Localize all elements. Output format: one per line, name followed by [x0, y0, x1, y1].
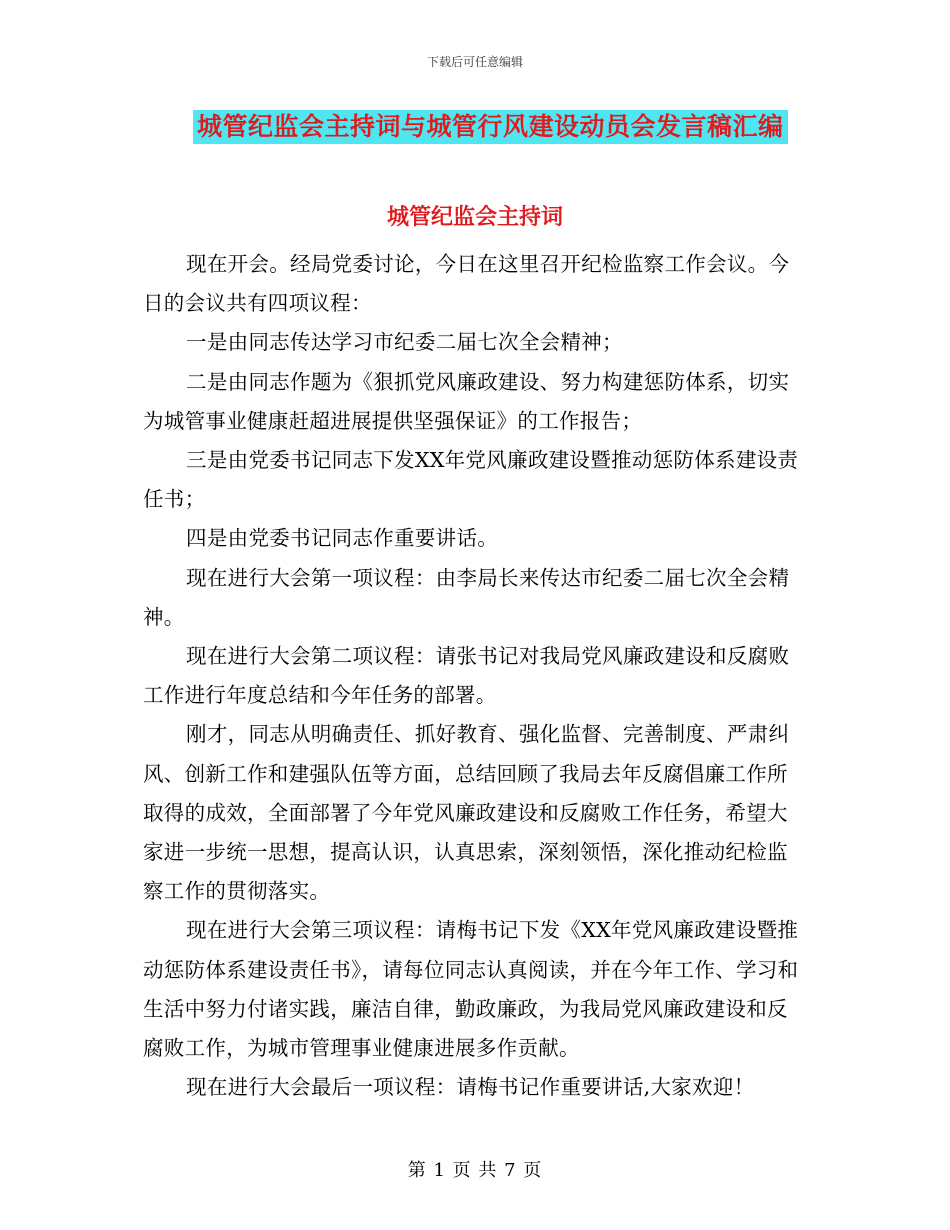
paragraph: 现在进行大会第二项议程：请张书记对我局党风廉政建设和反腐败工作进行年度总结和今年任务的部署。	[143, 644, 790, 708]
paragraph: 现在开会。经局党委讨论，今日在这里召开纪检监察工作会议。今日的会议共有四项议程：	[143, 252, 790, 316]
document-title: 城管纪监会主持词与城管行风建设动员会发言稿汇编	[193, 110, 788, 144]
document-body	[143, 245, 808, 1107]
paragraph: 二是由同志作题为《狠抓党风廉政建设、努力构建惩防体系，切实为城管事业健康赶超进展提供坚强保证》的工作报告；	[143, 369, 790, 433]
paragraph: 现在进行大会第一项议程：由李局长来传达市纪委二届七次全会精神。	[143, 565, 790, 629]
section-title: 城管纪监会主持词	[386, 204, 563, 230]
page-number-footer: 第 1 页 共 7 页	[407, 1160, 543, 1181]
paragraph: 现在进行大会第三项议程：请梅书记下发《XX年党风廉政建设暨推动惩防体系建设责任书》，请每位同志认真阅读，并在今年工作、学习和生活中努力付诸实践，廉洁自律，勤政廉政，为我局党风廉政建设和反腐败工作，为城市管理事业健康进展多作贡献。	[143, 918, 799, 1061]
paragraph: 三是由党委书记同志下发XX年党风廉政建设暨推动惩防体系建设责任书；	[143, 448, 799, 512]
paragraph: 现在进行大会最后一项议程：请梅书记作重要讲话,大家欢迎！	[186, 1075, 755, 1100]
paragraph: 刚才，同志从明确责任、抓好教育、强化监督、完善制度、严肃纠风、创新工作和建强队伍等方面，总结回顾了我局去年反腐倡廉工作所取得的成效，全面部署了今年党风廉政建设和反腐败工作任务，希望大家进一步统一思想，提高认识，认真思索，深刻领悟，深化推动纪检监察工作的贯彻落实。	[143, 722, 790, 904]
paragraph: 四是由党委书记同志作重要讲话。	[186, 526, 499, 551]
header-note: 下载后可任意编辑	[426, 55, 523, 69]
paragraph: 一是由同志传达学习市纪委二届七次全会精神；	[186, 330, 623, 355]
